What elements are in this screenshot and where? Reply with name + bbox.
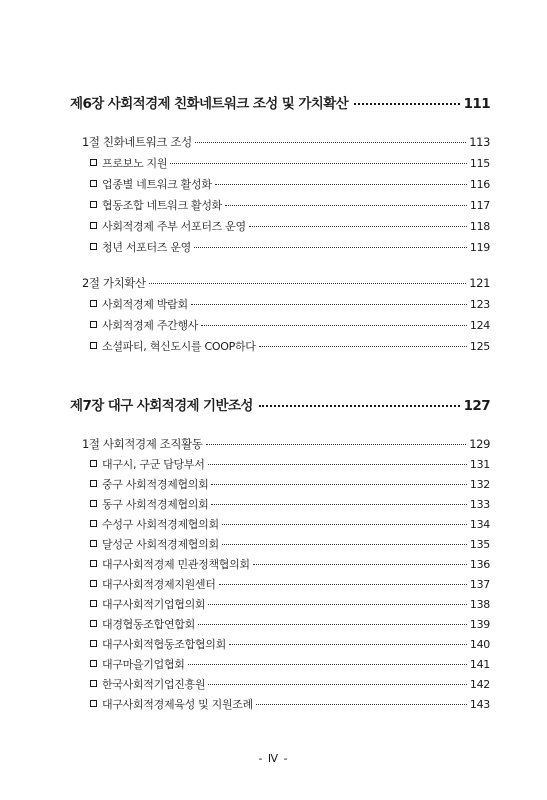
item-title: 대구마을기업협회: [102, 658, 185, 671]
toc-item[interactable]: [90, 516, 490, 532]
item-page-number: 118: [469, 220, 490, 233]
checkbox-bullet-icon: [90, 243, 97, 250]
toc-item[interactable]: [90, 317, 490, 333]
section-page-number: 113: [469, 135, 490, 149]
checkbox-bullet-icon: [90, 159, 97, 166]
item-title: 사회적경제 주부 서포터즈 운영: [102, 220, 246, 233]
checkbox-bullet-icon: [90, 520, 97, 527]
item-title: 동구 사회적경제협의회: [102, 498, 209, 511]
item-title: 대경협동조합연합회: [102, 618, 195, 631]
dot-leader: [191, 303, 467, 305]
item-title: 대구사회적경제육성 및 지원조례: [102, 698, 253, 711]
toc-section[interactable]: [82, 436, 490, 452]
dot-leader: [194, 246, 467, 248]
checkbox-bullet-icon: [90, 640, 97, 647]
toc-item[interactable]: [90, 656, 490, 672]
item-title: 대구사회적경제 민관정책협의회: [102, 558, 250, 571]
dot-leader: [259, 345, 467, 347]
item-title: 중구 사회적경제협의회: [102, 478, 209, 491]
toc-chapter[interactable]: [70, 394, 490, 414]
item-title: 협동조합 네트워크 활성화: [102, 199, 222, 212]
checkbox-bullet-icon: [90, 300, 97, 307]
toc-item[interactable]: [90, 456, 490, 472]
dot-leader: [256, 703, 467, 705]
item-page-number: 125: [469, 340, 490, 353]
checkbox-bullet-icon: [90, 500, 97, 507]
item-page-number: 143: [469, 698, 490, 711]
chapter-page-number: 111: [463, 96, 490, 112]
checkbox-bullet-icon: [90, 480, 97, 487]
toc-item[interactable]: [90, 636, 490, 652]
dot-leader: [215, 183, 467, 185]
toc-item[interactable]: [90, 176, 490, 192]
checkbox-bullet-icon: [90, 660, 97, 667]
item-page-number: 141: [469, 658, 490, 671]
section-title: 1절 친화네트워크 조성: [82, 135, 192, 149]
checkbox-bullet-icon: [90, 460, 97, 467]
checkbox-bullet-icon: [90, 540, 97, 547]
chapter-page-number: 127: [463, 398, 490, 414]
item-page-number: 137: [469, 578, 490, 591]
item-title: 달성군 사회적경제협의회: [102, 538, 219, 551]
checkbox-bullet-icon: [90, 222, 97, 229]
dot-leader: [206, 443, 467, 445]
section-title: 2절 가치확산: [82, 276, 146, 290]
item-page-number: 134: [469, 518, 490, 531]
toc-section[interactable]: [82, 134, 490, 150]
toc-item[interactable]: [90, 676, 490, 692]
dot-leader: [211, 483, 466, 485]
item-page-number: 131: [469, 458, 490, 471]
dot-leader: [222, 543, 467, 545]
dot-leader: [198, 623, 467, 625]
dot-leader: [208, 683, 467, 685]
item-page-number: 133: [469, 498, 490, 511]
item-page-number: 116: [469, 178, 490, 191]
item-title: 대구사회적협동조합협의회: [102, 638, 226, 651]
checkbox-bullet-icon: [90, 180, 97, 187]
dot-leader: [219, 583, 467, 585]
dot-leader: [259, 404, 460, 407]
dot-leader: [225, 204, 467, 206]
checkbox-bullet-icon: [90, 580, 97, 587]
dot-leader: [188, 663, 467, 665]
section-page-number: 121: [469, 276, 490, 290]
dot-leader: [249, 225, 467, 227]
chapter-title: 제6장 사회적경제 친화네트워크 조성 및 가치확산: [70, 96, 349, 112]
dot-leader: [253, 563, 467, 565]
item-page-number: 135: [469, 538, 490, 551]
toc-item[interactable]: [90, 616, 490, 632]
dot-leader: [354, 102, 459, 105]
checkbox-bullet-icon: [90, 620, 97, 627]
item-title: 청년 서포터즈 운영: [102, 241, 192, 254]
dot-leader: [170, 162, 467, 164]
item-page-number: 136: [469, 558, 490, 571]
section-title: 1절 사회적경제 조직활동: [82, 437, 203, 451]
dot-leader: [201, 324, 467, 326]
item-title: 소셜파티, 혁신도시를 COOP하다: [102, 340, 256, 353]
item-page-number: 139: [469, 618, 490, 631]
toc-item[interactable]: [90, 476, 490, 492]
item-title: 대구사회적기업협의회: [102, 598, 206, 611]
item-page-number: 117: [469, 199, 490, 212]
toc-item[interactable]: [90, 296, 490, 312]
toc-item[interactable]: [90, 596, 490, 612]
section-page-number: 129: [469, 437, 490, 451]
dot-leader: [222, 523, 467, 525]
checkbox-bullet-icon: [90, 680, 97, 687]
dot-leader: [149, 282, 467, 284]
item-title: 대구시, 구군 담당부서: [102, 458, 205, 471]
dot-leader: [211, 503, 466, 505]
toc-item[interactable]: [90, 536, 490, 552]
item-title: 대구사회적경제지원센터: [102, 578, 216, 591]
checkbox-bullet-icon: [90, 201, 97, 208]
item-title: 한국사회적기업진흥원: [102, 678, 206, 691]
checkbox-bullet-icon: [90, 560, 97, 567]
checkbox-bullet-icon: [90, 700, 97, 707]
page-footer-number: - Ⅳ -: [258, 752, 289, 765]
item-title: 수성구 사회적경제협의회: [102, 518, 219, 531]
dot-leader: [208, 603, 467, 605]
item-page-number: 123: [469, 298, 490, 311]
item-page-number: 140: [469, 638, 490, 651]
toc-item[interactable]: [90, 239, 490, 255]
item-page-number: 132: [469, 478, 490, 491]
item-title: 사회적경제 주간행사: [102, 319, 199, 332]
toc-item[interactable]: [90, 576, 490, 592]
item-page-number: 138: [469, 598, 490, 611]
toc-section[interactable]: [82, 275, 490, 291]
item-page-number: 119: [469, 241, 490, 254]
chapter-title: 제7장 대구 사회적경제 기반조성: [70, 398, 253, 414]
item-page-number: 124: [469, 319, 490, 332]
toc-item[interactable]: [90, 155, 490, 171]
toc-item[interactable]: [90, 218, 490, 234]
dot-leader: [195, 141, 466, 143]
toc-chapter[interactable]: [70, 92, 490, 112]
toc-item[interactable]: [90, 696, 490, 712]
checkbox-bullet-icon: [90, 342, 97, 349]
item-title: 사회적경제 박람회: [102, 298, 188, 311]
toc-item[interactable]: [90, 496, 490, 512]
checkbox-bullet-icon: [90, 321, 97, 328]
toc-item[interactable]: [90, 338, 490, 354]
toc-item[interactable]: [90, 556, 490, 572]
dot-leader: [229, 643, 467, 645]
item-page-number: 115: [469, 157, 490, 170]
toc-item[interactable]: [90, 197, 490, 213]
checkbox-bullet-icon: [90, 600, 97, 607]
dot-leader: [208, 463, 467, 465]
item-page-number: 142: [469, 678, 490, 691]
item-title: 업종별 네트워크 활성화: [102, 178, 212, 191]
item-title: 프로보노 지원: [102, 157, 168, 170]
